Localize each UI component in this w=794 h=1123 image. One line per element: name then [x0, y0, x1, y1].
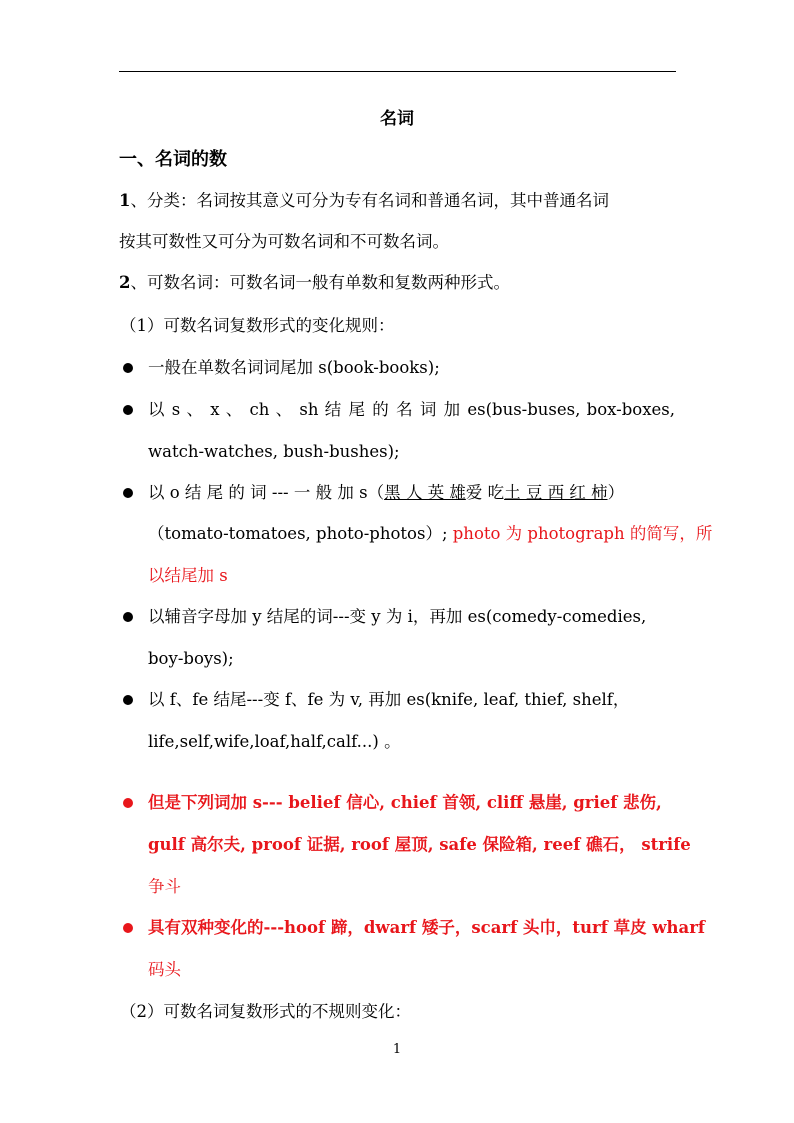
paragraph-1-number: 1 — [119, 191, 131, 210]
bullet-2-line-2: watch-watches, bush-bushes); — [148, 442, 400, 461]
page-number: 1 — [392, 1042, 402, 1057]
underlined-phrase-2: 土 豆 西 红 柿 — [504, 483, 608, 502]
header-rule — [119, 71, 676, 72]
bullet-3-suffix: ） — [607, 483, 625, 502]
subheading-1: （1）可数名词复数形式的变化规则： — [120, 316, 395, 335]
bullet-3-line-2 — [148, 522, 713, 546]
bullet-4-line-2: boy-boys); — [148, 649, 234, 668]
paragraph-1-line-2: 按其可数性又可分为可数名词和不可数名词。 — [119, 232, 449, 251]
bullet-icon — [123, 695, 133, 705]
bullet-3-prefix: 以 o 结 尾 的 词 --- 一 般 加 s（ — [148, 483, 385, 502]
bullet-icon — [123, 923, 133, 933]
bullet-5-line-1: 以 f、fe 结尾---变 f、fe 为 v, 再加 es(knife, leaf, thief, shelf， — [148, 690, 630, 709]
paragraph-2-text: 、可数名词：可数名词一般有单数和复数两种形式。 — [130, 273, 510, 292]
bullet-3-middle: 爱 吃 — [465, 483, 505, 502]
bullet-7-line-1: 具有双种变化的---hoof 蹄，dwarf 矮子，scarf 头巾，turf 草皮 wharf — [148, 918, 706, 937]
bullet-icon — [123, 363, 133, 373]
paragraph-1-line-1 — [119, 189, 675, 213]
bullet-4-line-1: 以辅音字母加 y 结尾的词---变 y 为 i，再加 es(comedy-comedies, — [148, 607, 647, 626]
section-heading: 一、名词的数 — [119, 149, 227, 170]
bullet-3-line-3: 以结尾加 s — [148, 566, 228, 585]
bullet-6-line-1: 但是下列词加 s--- belief 信心, chief 首领, cliff 悬崖, grief 悲伤, — [148, 793, 662, 812]
bullet-icon — [123, 612, 133, 622]
bullet-icon — [123, 405, 133, 415]
bullet-2-line-1: 以 s 、 x 、 ch 、 sh 结 尾 的 名 词 加 es(bus-buses, box-boxes, — [148, 400, 675, 419]
bullet-icon — [123, 488, 133, 498]
subheading-2: （2）可数名词复数形式的不规则变化： — [120, 1002, 411, 1021]
bullet-1-text: 一般在单数名词词尾加 s(book-books); — [148, 358, 440, 377]
bullet-3-note: photo 为 photograph 的简写，所 — [452, 524, 713, 543]
bullet-6-line-3: 争斗 — [148, 877, 181, 896]
bullet-5-line-2: life,self,wife,loaf,half,calf...) 。 — [148, 732, 401, 751]
paragraph-2-number: 2 — [119, 273, 131, 292]
bullet-3-line-1 — [148, 481, 675, 505]
bullet-7-line-2: 码头 — [148, 960, 181, 979]
bullet-3-examples: （tomato-tomatoes, photo-photos）; — [148, 524, 453, 543]
paragraph-2 — [119, 271, 675, 295]
paragraph-1-text: 、分类：名词按其意义可分为专有名词和普通名词，其中普通名词 — [130, 191, 609, 210]
page-title: 名词 — [380, 109, 414, 129]
bullet-icon — [123, 798, 133, 808]
underlined-phrase-1: 黑 人 英 雄 — [384, 483, 466, 502]
bullet-6-line-2: gulf 高尔夫, proof 证据, roof 屋顶, safe 保险箱, reef 礁石， strife — [148, 835, 691, 854]
